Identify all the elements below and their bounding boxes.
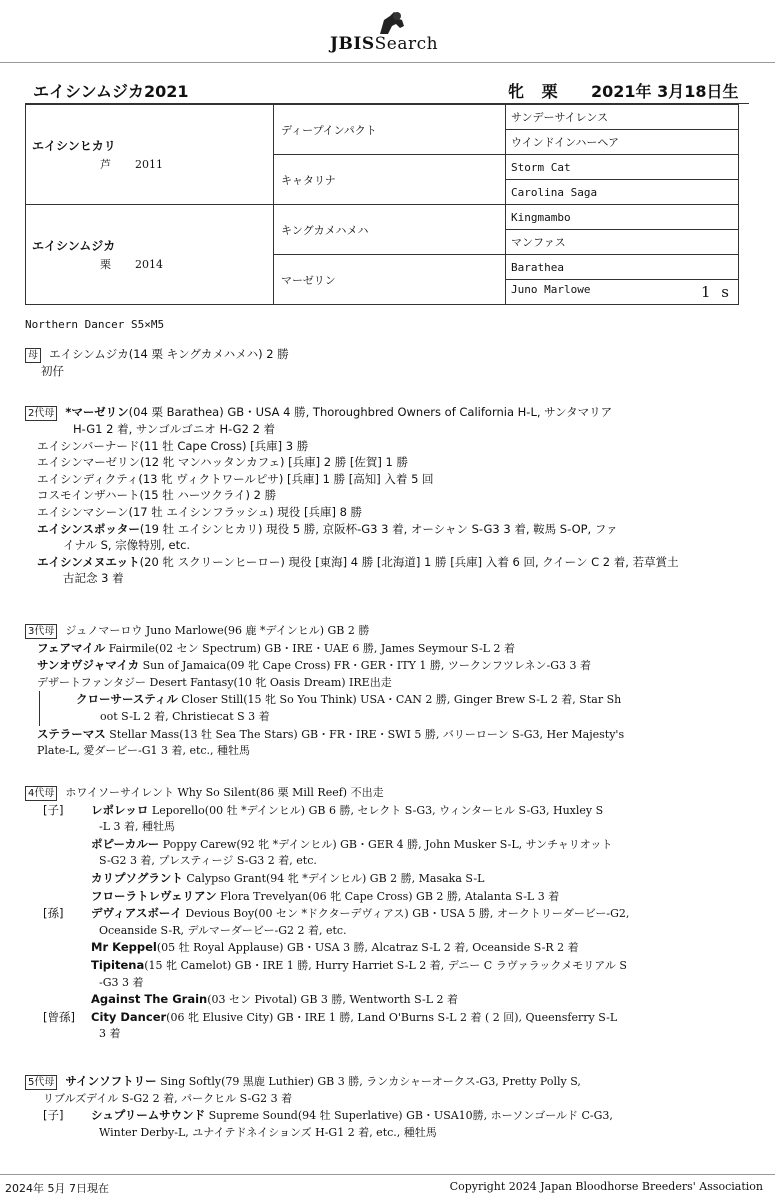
dam-sire-dam: マンファス <box>506 230 739 255</box>
offspring-4: コスモインザハート(15 牡 ハーツクライ) 2 勝 <box>37 488 277 503</box>
gg1-name: City Dancer <box>91 1009 167 1024</box>
dam-foal-note: 初仔 <box>41 364 64 378</box>
sire-sire-dam: ウインドインハーヘア <box>506 130 739 155</box>
offspring-2: エイシンマーゼリン(12 牝 マンハッタンカフェ) [兵庫] 2 勝 [佐賀] 1 勝 <box>37 455 409 470</box>
sire-name: エイシンヒカリ <box>32 139 116 153</box>
k3-record: Calypso Grant(94 牝 *デインヒル) GB 2 勝, Masaka S-L <box>182 871 485 885</box>
fourth-dam-tag: 4代母 <box>25 786 57 801</box>
horse-logo-icon <box>374 10 410 36</box>
offspring-6-record-cont: イナル S, 宗像特別, etc. <box>63 538 191 553</box>
dam-section <box>25 346 745 380</box>
k2-name: ポピーカルー <box>91 836 160 851</box>
k1-record-cont: -L 3 着, 種牡馬 <box>99 820 176 834</box>
k1-name: レポレッロ <box>91 802 149 817</box>
fifth-k1-record-cont: Winter Derby-L, ユナイテドネイションズ H-G1 2 着, etc., 種牡馬 <box>99 1125 437 1139</box>
k4-name: フローラトレヴェリアン <box>91 888 217 903</box>
second-dam-section <box>25 404 745 587</box>
third-dam-o2-name: サンオヴジャマイカ <box>37 658 140 673</box>
offspring-7-record-cont: 古記念 3 着 <box>63 571 124 586</box>
third-dam-o3: デザートファンタジー Desert Fantasy(10 牝 Oasis Dream) IRE出走 <box>37 675 392 689</box>
offspring-7-name: エイシンメヌエット <box>37 554 140 569</box>
g3-record-cont: -G3 3 着 <box>99 975 144 989</box>
inbreeding-note: Northern Dancer S5×M5 <box>25 318 165 331</box>
g3-name: Tipitena <box>91 957 145 972</box>
k4-record: Flora Trevelyan(06 牝 Cape Cross) GB 2 勝, Atalanta S-L 3 着 <box>216 889 560 903</box>
g1-record-cont: Oceanside S-R, デルマーダービー-G2 2 着, etc. <box>99 923 347 937</box>
k2-record: Poppy Carew(92 牝 *デインヒル) GB・GER 4 勝, John Musker S-L, サンチャリオット <box>159 837 613 851</box>
g1-name: デヴィアスボーイ <box>91 906 182 921</box>
as-of-date: 2024年 5月 7日現在 <box>5 1182 109 1195</box>
fifth-dam-tag: 5代母 <box>25 1075 57 1090</box>
jbis-search-logo <box>330 8 460 56</box>
dam-name: エイシンムジカ <box>32 239 116 253</box>
offspring-6-record: (19 牡 エイシンヒカリ) 現役 5 勝, 京阪杯-G3 3 着, オーシャン S-G3 3 着, 鞍馬 S-OP, ファ <box>139 521 618 536</box>
label-child: [子] <box>43 802 64 817</box>
third-dam-o3a-record-cont: oot S-L 2 着, Christiecat S 3 着 <box>100 709 270 723</box>
fifth-k1-record: Supreme Sound(94 牡 Superlative) GB・USA10勝, ホーソンゴールド C-G3, <box>205 1109 613 1123</box>
third-dam-o4-name: ステラーマス <box>37 726 106 741</box>
dam-dam: マーゼリン <box>274 255 506 305</box>
dam-color: 栗 <box>100 258 111 271</box>
sex-color: 牝 栗 <box>508 82 564 101</box>
fourth-dam-head: ホワイソーサイレント Why So Silent(86 栗 Mill Reef) 不出走 <box>65 786 384 799</box>
dam-sire: キングカメハメハ <box>274 205 506 255</box>
offspring-6-name: エイシンスポッター <box>37 521 140 536</box>
dam-dam-dam-cell <box>506 280 739 305</box>
second-dam-record: (04 栗 Barathea) GB・USA 4 勝, Thoroughbred Owners of California H-L, サンタマリア <box>128 405 613 419</box>
dam-line: エイシンムジカ(14 栗 キングカメハメハ) 2 勝 <box>49 347 289 361</box>
fifth-label-child: [子] <box>43 1108 64 1123</box>
fifth-dam-name: サインソフトリー <box>65 1074 157 1088</box>
header-divider <box>0 62 775 63</box>
g1-record: Devious Boy(00 セン *ドクターデヴィアス) GB・USA 5 勝, オークトリーダービー-G2, <box>181 907 630 921</box>
third-dam-o4-record: Stellar Mass(13 牡 Sea The Stars) GB・FR・IRE・SWI 5 勝, バリーローン S-G3, Her Majesty's <box>105 727 625 741</box>
k1-record: Leporello(00 牡 *デインヒル) GB 6 勝, セレクト S-G3, ウィンターヒル S-G3, Huxley S <box>148 803 604 817</box>
third-dam-o3-progeny <box>39 691 745 725</box>
logo-text-jbis: JBIS <box>330 34 375 54</box>
g3-record: (15 牝 Camelot) GB・IRE 1 勝, Hurry Harriet S-L 2 着, デニー C ラヴァラックメモリアル S <box>144 958 627 972</box>
fifth-dam-section <box>25 1073 745 1141</box>
birth-date: 2021年 3月18日生 <box>591 82 739 101</box>
third-dam-o4-record-cont: Plate-L, 愛ダービー-G1 3 着, etc., 種牡馬 <box>37 744 251 758</box>
dam-dam-dam: Juno Marlowe <box>511 283 591 296</box>
k2-record-cont: S-G2 3 着, プレスティージ S-G3 2 着, etc. <box>99 854 317 868</box>
sire-cell <box>26 105 274 205</box>
label-grandchild: [孫] <box>43 906 64 921</box>
g4-record: (03 セン Pivotal) GB 3 勝, Wentworth S-L 2 着 <box>207 993 459 1007</box>
k3-name: カリプソグラント <box>91 870 183 885</box>
second-dam-record-cont: H-G1 2 着, サンゴルゴニオ H-G2 2 着 <box>73 422 276 436</box>
horse-name: エイシンムジカ2021 <box>33 82 189 101</box>
dam-year: 2014 <box>135 258 163 271</box>
fourth-dam-section <box>25 784 745 1043</box>
logo-text-search: Search <box>374 34 439 54</box>
second-dam-name: *マーゼリン <box>65 405 129 419</box>
third-dam-o3a-name: クローサースティル <box>76 692 178 707</box>
fifth-dam-record-cont: リブルズデイル S-G2 2 着, パークヒル S-G2 3 着 <box>43 1091 293 1105</box>
offspring-3: エイシンディクティ(13 牝 ヴィクトワールピサ) [兵庫] 1 勝 [高知] 入着 5 回 <box>37 471 434 486</box>
gg1-record: (06 牝 Elusive City) GB・IRE 1 勝, Land O'Burns S-L 2 着 ( 2 回), Queensferry S-L <box>166 1010 618 1024</box>
sire-sire: ディープインパクト <box>274 105 506 155</box>
dam-cell <box>26 205 274 305</box>
third-dam-o1-name: フェアマイル <box>37 640 106 655</box>
third-dam-section <box>25 622 745 760</box>
fifth-dam-record: Sing Softly(79 黒鹿 Luthier) GB 3 勝, ランカシャーオークス-G3, Pretty Polly S, <box>156 1075 581 1088</box>
g2-record: (05 牡 Royal Applause) GB・USA 3 勝, Alcatraz S-L 2 着, Oceanside S-R 2 着 <box>156 941 579 955</box>
g4-name: Against The Grain <box>91 992 208 1007</box>
third-dam-o1-record: Fairmile(02 セン Spectrum) GB・IRE・UAE 6 勝, James Seymour S-L 2 着 <box>105 641 515 655</box>
footer-divider <box>0 1174 775 1175</box>
sire-color: 芦 <box>100 158 111 171</box>
gg1-record-cont: 3 着 <box>99 1027 121 1041</box>
offspring-1: エイシンバーナード(11 牡 Cape Cross) [兵庫] 3 勝 <box>37 438 309 453</box>
offspring-5: エイシンマシーン(17 牡 エイシンフラッシュ) 現役 [兵庫] 8 勝 <box>37 504 363 519</box>
third-dam-o2-record: Sun of Jamaica(09 牝 Cape Cross) FR・GER・ITY 1 勝, ツークンフツレネン-G3 3 着 <box>139 659 591 673</box>
sire-dam-sire: Storm Cat <box>506 155 739 180</box>
offspring-7-record: (20 牝 スクリーンヒーロー) 現役 [東海] 4 勝 [北海道] 1 勝 [兵庫] 入着 6 回, クイーン C 2 着, 若草賞土 <box>139 554 679 569</box>
inbreed-code: 1 s <box>700 283 732 301</box>
third-dam-tag: 3代母 <box>25 624 57 639</box>
sire-year: 2011 <box>135 158 163 171</box>
title-bar <box>25 79 749 104</box>
pedigree-table <box>25 104 739 305</box>
second-dam-tag: 2代母 <box>25 406 57 421</box>
sire-dam-dam: Carolina Saga <box>506 180 739 205</box>
g2-name: Mr Keppel <box>91 940 157 955</box>
dam-dam-sire: Barathea <box>506 255 739 280</box>
third-dam-head: ジュノマーロウ Juno Marlowe(96 鹿 *デインヒル) GB 2 勝 <box>65 624 370 637</box>
sire-dam: キャタリナ <box>274 155 506 205</box>
third-dam-o3a-record: Closer Still(15 牝 So You Think) USA・CAN 2 勝, Ginger Brew S-L 2 着, Star Sh <box>177 693 622 707</box>
dam-tag: 母 <box>25 348 41 363</box>
dam-sire-sire: Kingmambo <box>506 205 739 230</box>
sire-sire-sire: サンデーサイレンス <box>506 105 739 130</box>
label-great-grandchild: [曾孫] <box>43 1009 75 1024</box>
fifth-k1-name: シュプリームサウンド <box>91 1108 206 1123</box>
copyright: Copyright 2024 Japan Bloodhorse Breeders' Association <box>449 1180 763 1193</box>
